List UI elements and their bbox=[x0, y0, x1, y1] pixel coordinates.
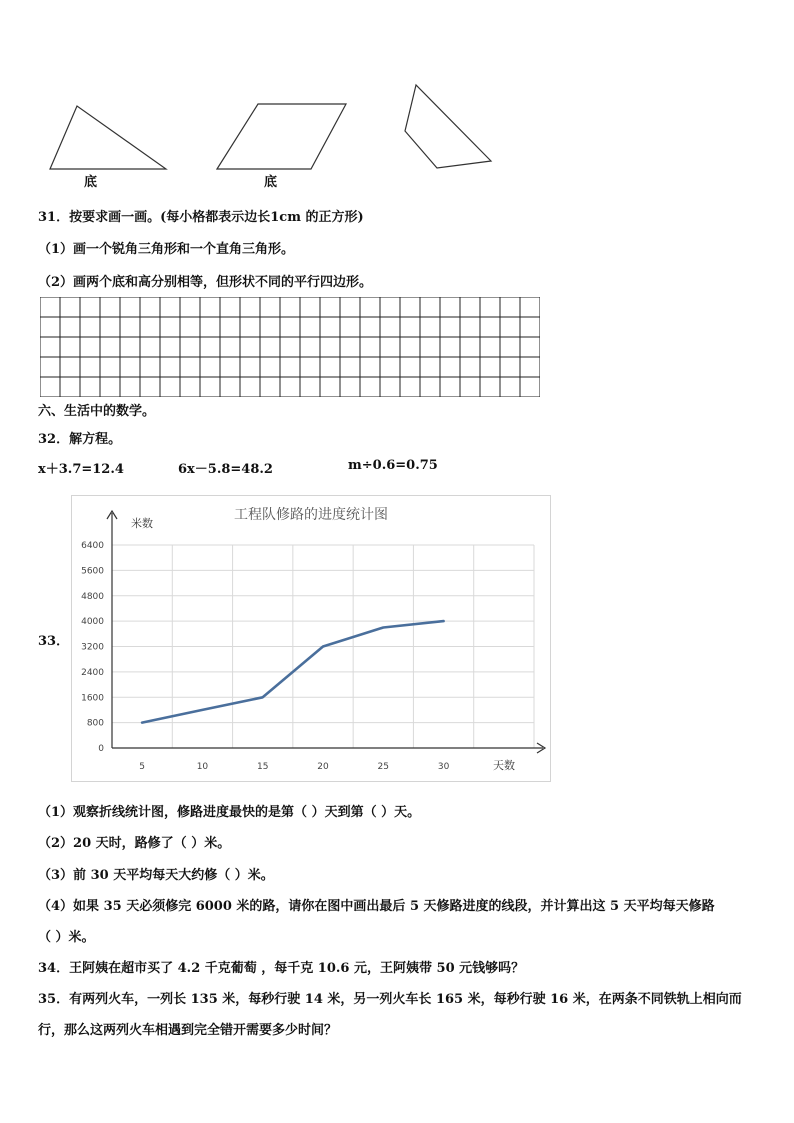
q33-part2: （2）20 天时，路修了（ ）米。 bbox=[38, 836, 231, 851]
q33-part4-line1: （4）如果 35 天必须修完 6000 米的路，请你在图中画出最后 5 天修路进度的线段，并计算出这 5 天平均每天修路 bbox=[38, 899, 715, 914]
quadrilateral-shape bbox=[405, 85, 491, 168]
equation-1: x＋3.7=12.4 bbox=[38, 462, 124, 477]
q33-number: 33． bbox=[38, 634, 70, 649]
q33-part4-line2: （ ）米。 bbox=[38, 930, 95, 945]
q31-title: 31．按要求画一画。(每小格都表示边长1cm 的正方形) bbox=[38, 210, 364, 225]
x-tick-label: 5 bbox=[139, 762, 146, 772]
section-six-title: 六、生活中的数学。 bbox=[38, 404, 156, 419]
y-tick-label: 5600 bbox=[81, 566, 104, 577]
parallelogram-shape bbox=[217, 104, 346, 169]
q31-part2: （2）画两个底和高分别相等，但形状不同的平行四边形。 bbox=[38, 275, 373, 290]
x-tick-label: 15 bbox=[256, 762, 269, 772]
y-tick-label: 0 bbox=[98, 744, 104, 754]
y-tick-label: 2400 bbox=[81, 667, 104, 678]
x-tick-label: 30 bbox=[437, 762, 450, 772]
y-tick-label: 4800 bbox=[81, 591, 104, 602]
x-tick-label: 20 bbox=[317, 762, 329, 772]
chart-border bbox=[72, 496, 551, 782]
triangle-shape bbox=[50, 106, 166, 169]
x-tick-label: 10 bbox=[196, 762, 209, 772]
geometry-shapes bbox=[0, 70, 794, 195]
q33-part1: （1）观察折线统计图，修路进度最快的是第（ ）天到第（ ）天。 bbox=[38, 805, 421, 820]
x-axis-label: 天数 bbox=[493, 759, 515, 772]
y-tick-label: 1600 bbox=[81, 693, 104, 704]
equation-3: m÷0.6=0.75 bbox=[348, 458, 438, 473]
triangle-base-label: 底 bbox=[84, 175, 98, 190]
q31-part1: （1）画一个锐角三角形和一个直角三角形。 bbox=[38, 242, 295, 257]
q32-title: 32．解方程。 bbox=[38, 432, 122, 447]
y-tick-label: 4000 bbox=[81, 617, 104, 628]
q35-line2: 行，那么这两列火车相遇到完全错开需要多少时间？ bbox=[38, 1023, 338, 1038]
y-tick-label: 6400 bbox=[81, 541, 104, 551]
x-tick-label: 25 bbox=[377, 762, 390, 772]
equation-2: 6x－5.8=48.2 bbox=[178, 462, 273, 477]
y-tick-label: 800 bbox=[86, 718, 104, 729]
q33-part3: （3）前 30 天平均每天大约修（ ）米。 bbox=[38, 868, 274, 883]
y-tick-label: 3200 bbox=[81, 642, 104, 653]
q35-line1: 35．有两列火车，一列长 135 米，每秒行驶 14 米，另一列火车长 165 米，每秒行驶 16 米，在两条不同铁轨上相向而 bbox=[38, 992, 742, 1007]
drawing-grid bbox=[40, 297, 540, 397]
y-axis-label: 米数 bbox=[131, 517, 153, 530]
progress-line-chart bbox=[71, 495, 552, 783]
parallelogram-base-label: 底 bbox=[264, 175, 278, 190]
chart-title: 工程队修路的进度统计图 bbox=[234, 507, 388, 523]
q34-text: 34．王阿姨在超市买了 4.2 千克葡萄 ，每千克 10.6 元，王阿姨带 50 元钱够吗？ bbox=[38, 961, 525, 976]
